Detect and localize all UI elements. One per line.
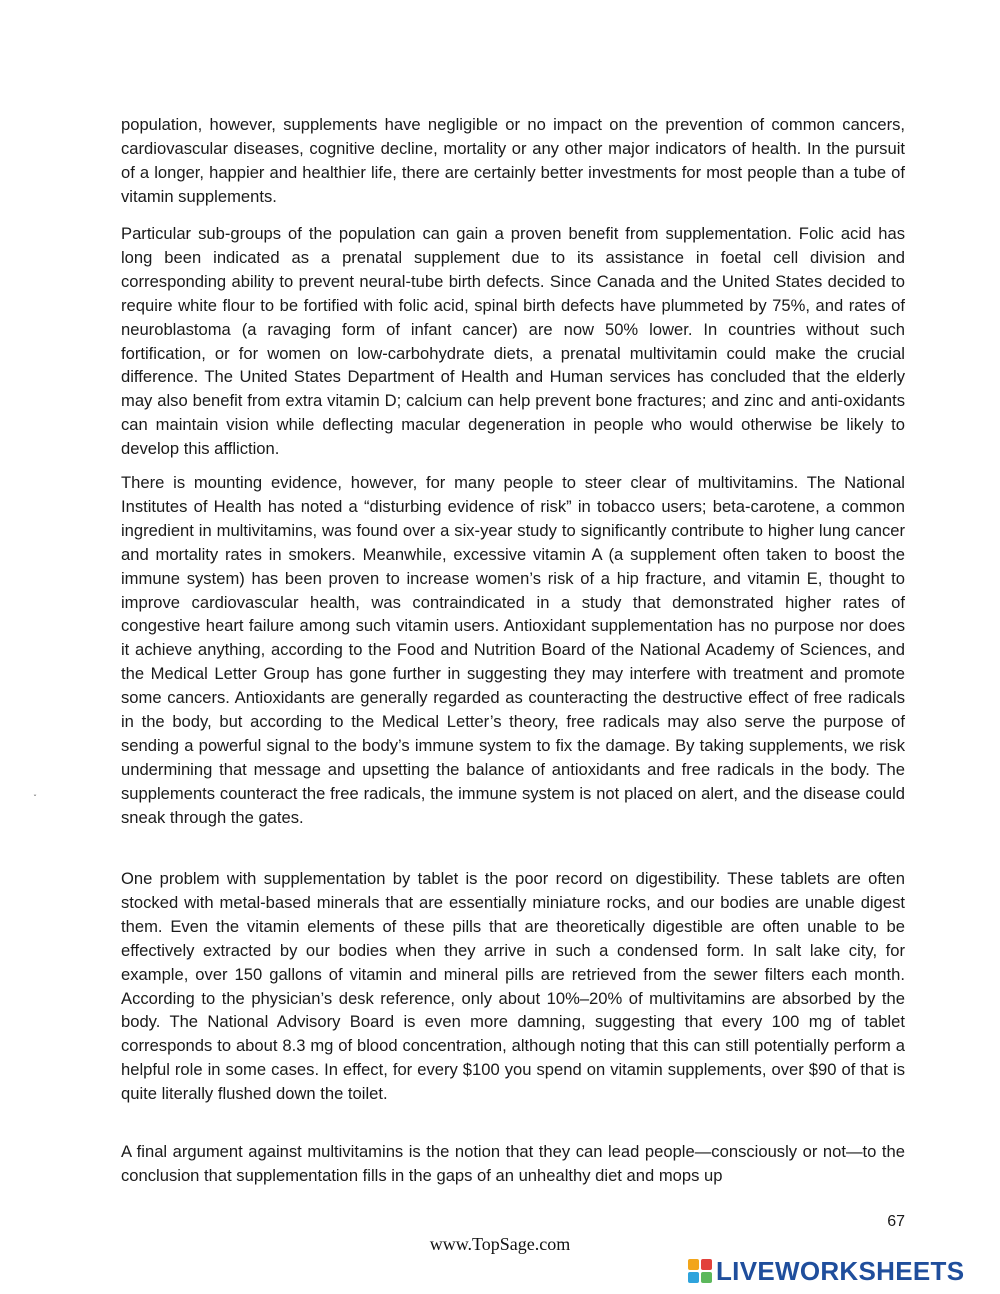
logo-square xyxy=(701,1272,712,1283)
page-number: 67 xyxy=(887,1213,905,1230)
paragraph-5: A final argument against multivitamins is the notion that they can lead people—consciously or not—to the conclusion that supplementation fills in the gaps of an unhealthy diet and mops up xyxy=(121,1142,905,1185)
paragraph-2: Particular sub-groups of the population can gain a proven benefit from supplementation. Folic acid has long been indicated as a prenatal supplement due to its assistance in foetal cell division and corresponding ability to prevent neural-tube birth defects. Since Canada and the United States decided to require white flour to be fortified with folic acid, spinal birth defects have plummeted by 75%, and rates of neuroblastoma (a ravaging form of infant cancer) are now 50% lower. In countries without such fortification, or for women on low-carbohydrate diets, a prenatal multivitamin could make the crucial difference. The United States Department of Health and Human services has concluded that the elderly may also benefit from extra vitamin D; calcium can help prevent bone fractures; and zinc and anti-oxidants can maintain vision while deflecting macular degeneration in people who would otherwise be likely to develop this affliction. xyxy=(121,224,905,459)
liveworksheets-logo[interactable] xyxy=(688,1256,964,1286)
paragraph-3: There is mounting evidence, however, for many people to steer clear of multivitamins. The National Institutes of Health has noted a “disturbing evidence of risk” in tobacco users; beta-carotene, a common ingredient in multivitamins, was found over a six-year study to significantly contribute to higher lung cancer and mortality rates in smokers. Meanwhile, excessive vitamin A (a supplement often taken to boost the immune system) has been proven to increase women’s risk of a hip fracture, and vitamin E, thought to improve cardiovascular health, was contraindicated in a study that demonstrated higher rates of congestive heart failure among such vitamin users. Antioxidant supplementation has no purpose nor does it achieve anything, according to the Food and Nutrition Board of the National Academy of Sciences, and the Medical Letter Group has gone further in suggesting they may interfere with treatment and promote some cancers. Antioxidants are generally regarded as counteracting the destructive effect of free radicals in the body, but according to the Medical Letter’s theory, free radicals may also serve the purpose of sending a powerful signal to the body’s immune system to fix the damage. By taking supplements, we risk undermining that message and upsetting the balance of antioxidants and free radicals in the body. The supplements counteract the free radicals, the immune system is not placed on alert, and the disease could sneak through the gates. xyxy=(121,473,905,827)
logo-text: LIVEWORKSHEETS xyxy=(716,1255,965,1286)
logo-square xyxy=(701,1259,712,1270)
logo-square xyxy=(688,1272,699,1283)
stray-mark: ˇ xyxy=(33,794,37,803)
paragraph-4: One problem with supplementation by tablet is the poor record on digestibility. These tablets are often stocked with metal-based minerals that are essentially miniature rocks, and our bodies are unable digest them. Even the vitamin elements of these pills that are theoretically digestible are often unable to be effectively extracted by our bodies when they arrive in such a condensed form. In salt lake city, for example, over 150 gallons of vitamin and mineral pills are retrieved from the sewer filters each month. According to the physician’s desk reference, only about 10%–20% of multivitamins are absorbed by the body. The National Advisory Board is even more damning, suggesting that every 100 mg of tablet corresponds to about 8.3 mg of blood concentration, although noting that this can still potentially perform a helpful role in some cases. In effect, for every $100 you spend on vitamin supplements, over $90 of that is quite literally flushed down the toilet. xyxy=(121,869,905,1104)
logo-square xyxy=(688,1259,699,1270)
logo-squares-icon xyxy=(688,1259,712,1283)
paragraph-1: population, however, supplements have negligible or no impact on the prevention of common cancers, cardiovascular diseases, cognitive decline, mortality or any other major indicators of health. In the pursuit of a longer, happier and healthier life, there are certainly better investments for most people than a tube of vitamin supplements. xyxy=(121,115,905,206)
footer-url[interactable]: www.TopSage.com xyxy=(429,1234,571,1254)
